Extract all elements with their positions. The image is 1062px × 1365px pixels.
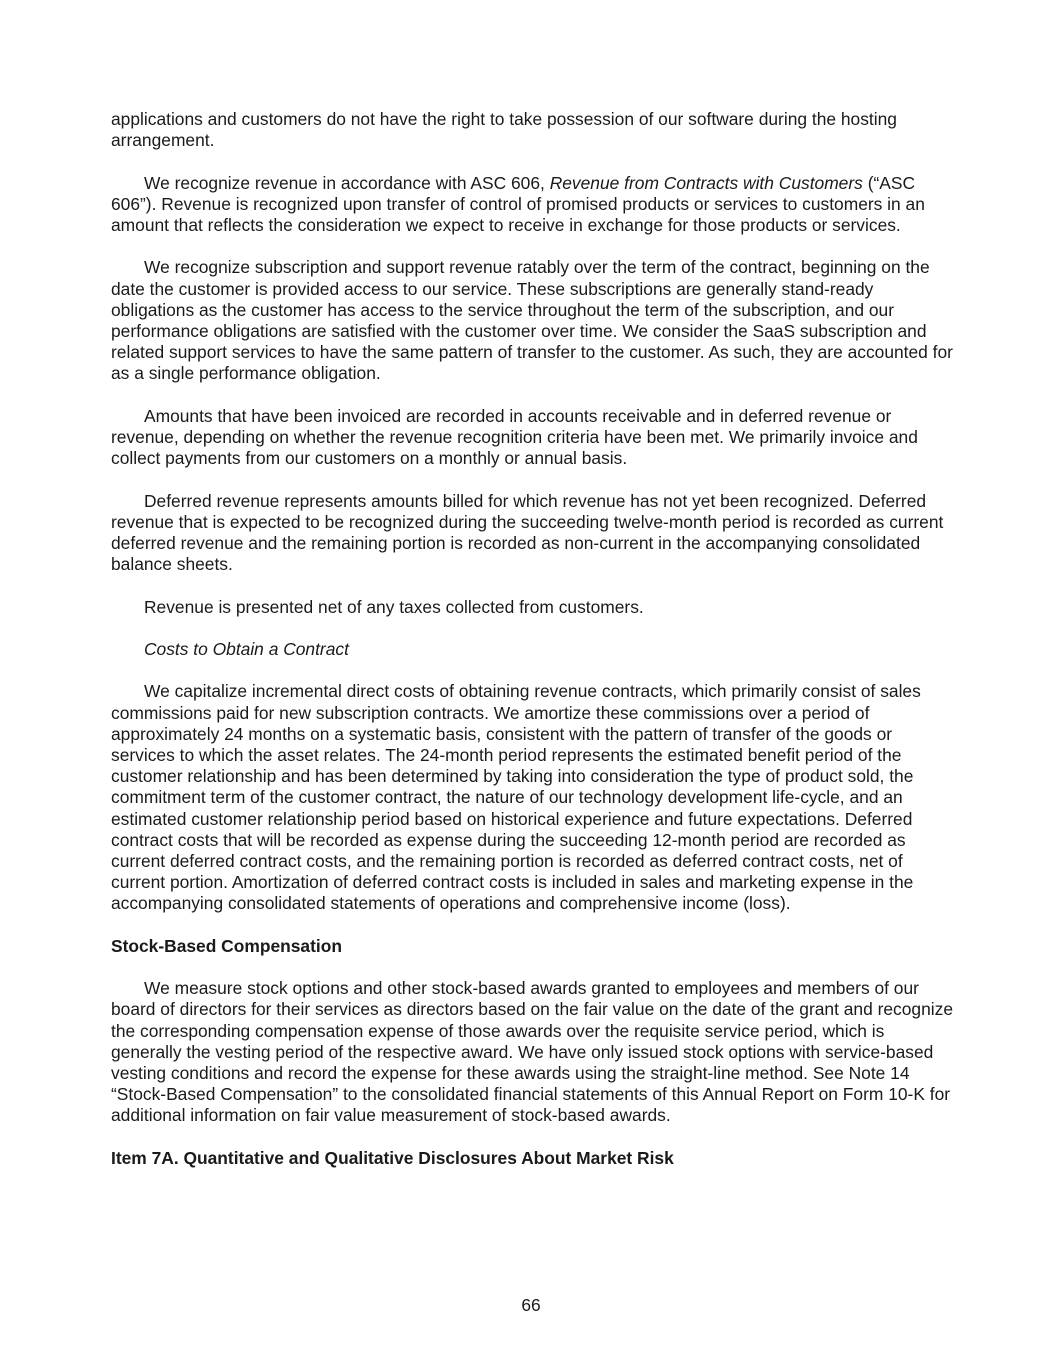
asc-606-title: Revenue from Contracts with Customers bbox=[549, 172, 863, 193]
document-page bbox=[111, 109, 953, 1190]
paragraph-deferred-revenue: Deferred revenue represents amounts billed for which revenue has not yet been recognized. Deferred revenue that is expected to be recognized during the succeeding twelve-month period is recorded as current deferred revenue and the remaining portion is recorded as non-current in the accompanying consolidated balance sheets. bbox=[111, 490, 944, 575]
paragraph-asc-606-end: (“ASC 606”). Revenue is recognized upon transfer of control of promised products or services to customers in an amount that reflects the consideration we expect to receive in exchange for those products or services. bbox=[111, 172, 925, 235]
paragraph-incremental-costs: We capitalize incremental direct costs of obtaining revenue contracts, which primarily consist of sales commissions paid for new subscription contracts. We amortize these commissions over a period of approximately 24 months on a systematic basis, consistent with the pattern of transfer of the goods or services to which the asset relates. The 24-month period represents the estimated benefit period of the customer relationship and has been determined by taking into consideration the type of product sold, the commitment term of the customer contract, the nature of our technology development life-cycle, and an estimated customer relationship period based on historical experience and future expectations. Deferred contract costs that will be recorded as expense during the succeeding 12-month period are recorded as current deferred contract costs, and the remaining portion is recorded as deferred contract costs, net of current portion. Amortization of deferred contract costs is included in sales and marketing expense in the accompanying consolidated statements of operations and comprehensive income (loss). bbox=[111, 681, 921, 914]
heading-item-7a: Item 7A. Quantitative and Qualitative Disclosures About Market Risk bbox=[111, 1147, 674, 1168]
paragraph-stock-options: We measure stock options and other stock-based awards granted to employees and members of our board of directors for their services as directors based on the fair value on the date of the grant and recognize the corresponding compensation expense of those awards over the requisite service period, which is generally the vesting period of the respective award. We have only issued stock options with service-based vesting conditions and record the expense for these awards using the straight-line method. See Note 14 “Stock-Based Compensation” to the consolidated financial statements of this Annual Report on Form 10-K for additional information on fair value measurement of stock-based awards. bbox=[111, 978, 953, 1126]
paragraph-hosting-arrangement: applications and customers do not have the right to take possession of our software during the hosting arrangement. bbox=[111, 109, 897, 151]
paragraph-asc-606-start: We recognize revenue in accordance with ASC 606, bbox=[144, 172, 550, 193]
page-number: 66 bbox=[521, 1295, 541, 1315]
paragraph-subscription-revenue: We recognize subscription and support revenue ratably over the term of the contract, beginning on the date the customer is provided access to our service. These subscriptions are generally stand-ready obligations as the customer has access to the service throughout the term of the subscription, and our performance obligations are satisfied with the customer over time. We consider the SaaS subscription and related support services to have the same pattern of transfer to the customer. As such, they are accounted for as a single performance obligation. bbox=[111, 257, 953, 384]
heading-stock-based-compensation: Stock-Based Compensation bbox=[111, 935, 342, 956]
paragraph-asc-606 bbox=[111, 173, 953, 237]
paragraph-invoiced-amounts: Amounts that have been invoiced are recorded in accounts receivable and in deferred revenue or revenue, depending on whether the revenue recognition criteria have been met. We primarily invoice and collect payments from our customers on a monthly or annual basis. bbox=[111, 405, 918, 469]
paragraph-taxes: Revenue is presented net of any taxes collected from customers. bbox=[144, 596, 644, 617]
subheading-costs-to-obtain-contract: Costs to Obtain a Contract bbox=[144, 638, 349, 659]
